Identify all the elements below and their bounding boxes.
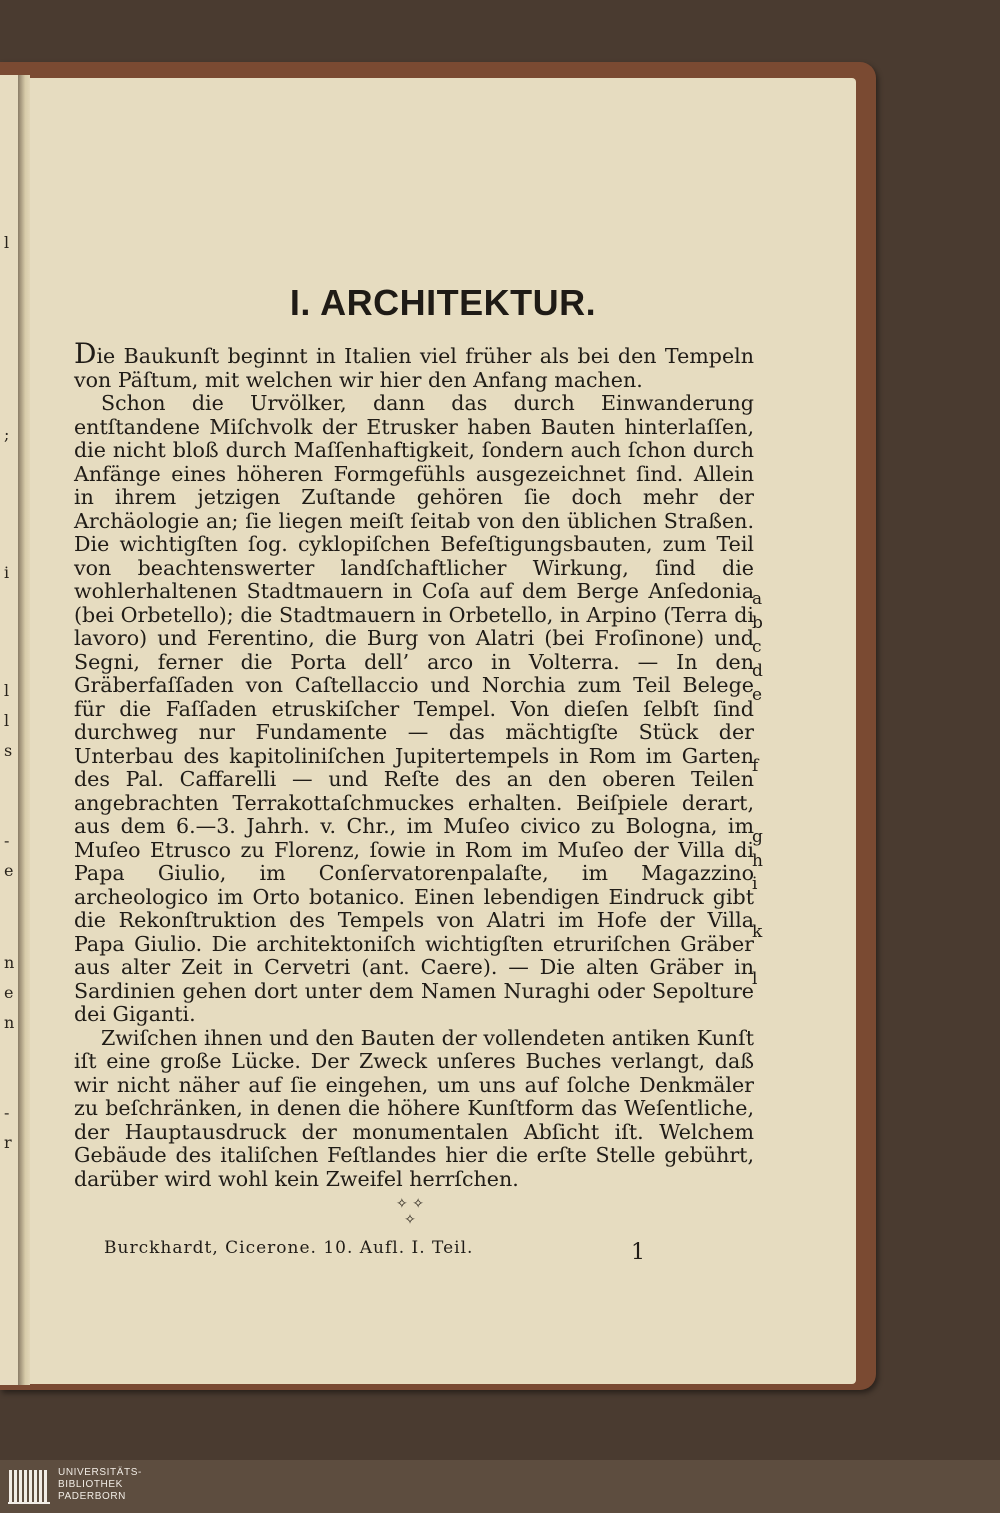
margin-letter: f [752, 756, 759, 776]
edge-mark: ; [4, 425, 10, 444]
library-name-line: PADERBORN [58, 1491, 127, 1502]
paragraph-1-text: ie Baukunſt beginnt in Italien viel früher als bei den Tempeln von Päſtum, mit welchen wir hier den Anfang machen. [74, 344, 754, 392]
paragraph-1 [74, 337, 754, 392]
page-number: 1 [631, 1240, 645, 1265]
margin-letter: g [752, 827, 763, 847]
library-logo-icon [8, 1466, 50, 1506]
page-footer: Burckhardt, Cicerone. 10. Aufl. I. Teil. [104, 1238, 474, 1258]
edge-mark: s [4, 741, 13, 760]
edge-mark: l [4, 711, 10, 730]
library-logo-bar [0, 1460, 1000, 1513]
edge-mark: n [4, 1013, 15, 1032]
edge-mark: - [4, 1103, 10, 1122]
margin-letter: e [752, 685, 763, 705]
edge-mark: l [4, 233, 10, 252]
drop-letter: D [74, 337, 97, 370]
edge-mark: l [4, 681, 10, 700]
edge-mark: e [4, 983, 14, 1002]
paragraph-3: Zwiſchen ihnen und den Bauten der vollendeten antiken Kunſt iſt eine große Lücke. Der Zweck unſeres Buches verlangt, daß wir nicht näher auf ſie eingehen, um uns auf ſolche Denkmäler zu beſchränken, in denen die höhere Kunſtform das Weſentliche, der Hauptausdruck der monumentalen Abſicht iſt. Welchem Gebäude des italiſchen Feſtlandes hier die erſte Stelle gebührt, darüber wird wohl kein Zweifel herrſchen. [74, 1025, 754, 1191]
left-page-edge-marks [0, 75, 20, 1385]
margin-letter: c [752, 637, 762, 657]
margin-letter: l [752, 969, 758, 989]
section-ornament: ✧ ✧ ✧ [396, 1196, 424, 1228]
edge-mark: n [4, 953, 15, 972]
book-gutter [18, 75, 30, 1385]
chapter-title: I. ARCHITEKTUR. [289, 282, 597, 323]
margin-letter: i [752, 874, 758, 894]
edge-mark: i [4, 563, 10, 582]
margin-letter: a [752, 589, 763, 609]
margin-letter: d [752, 661, 763, 681]
margin-letter: b [752, 613, 763, 633]
margin-letter: h [752, 851, 763, 871]
library-name [58, 1467, 142, 1503]
edge-mark: - [4, 831, 10, 850]
library-name-line: UNIVERSITÄTS- [58, 1467, 142, 1478]
edge-mark: e [4, 861, 14, 880]
margin-letter: k [752, 922, 763, 942]
edge-mark: r [4, 1133, 12, 1152]
library-name-line: BIBLIOTHEK [58, 1479, 123, 1490]
body-text [74, 337, 754, 1191]
paragraph-2: Schon die Urvölker, dann das durch Einwanderung entſtandene Miſchvolk der Etrusker haben Bauten hinterlaſſen, die nicht bloß durch Maſſenhaftigkeit, ſondern auch ſchon durch Anfänge eines höheren Formgefühls ausgezeichnet ſind. Allein in ihrem jetzigen Zuſtande gehören ſie doch mehr der Archäologie an; ſie liegen meiſt ſeitab von den üblichen Straßen. Die wichtigſten ſog. cyklopiſchen Befeſtigungsbauten, zum Teil von beachtenswerter landſchaftlicher Wirkung, ſind die wohlerhaltenen Stadtmauern in Coſa auf dem Berge Anſedonia (bei Orbetello); die Stadtmauern in Orbetello, in Arpino (Terra di lavoro) und Ferentino, die Burg von Alatri (bei Froſinone) und Segni, ferner die Porta dell’ arco in Volterra. — In den Gräberfaſſaden von Caſtellaccio und Norchia zum Teil Belege für die Faſſaden etruskiſcher Tempel. Von dieſen ſelbſt ſind durchweg nur Fundamente — das mächtigſte Stück der Unterbau des kapitoliniſchen Jupitertempels in Rom im Garten des Pal. Caffarelli — und Reſte des an den oberen Teilen angebrachten Terrakottaſchmuckes erhalten. Beiſpiele derart, aus dem 6.—3. Jahrh. v. Chr., im Muſeo civico zu Bologna, im Muſeo Etrusco zu Florenz, ſowie in Rom im Muſeo der Villa di Papa Giulio, im Conſervatorenpalaſte, im Magazzino archeologico im Orto botanico. Einen lebendigen Eindruck gibt die Rekonſtruktion des Tempels von Alatri im Hofe der Villa Papa Giulio. Die architektoniſch wichtigſten etruriſchen Gräber aus alter Zeit in Cervetri (ant. Caere). — Die alten Gräber in Sardinien gehen dort unter dem Namen Nuraghi oder Sepolture dei Giganti. [74, 391, 754, 1026]
